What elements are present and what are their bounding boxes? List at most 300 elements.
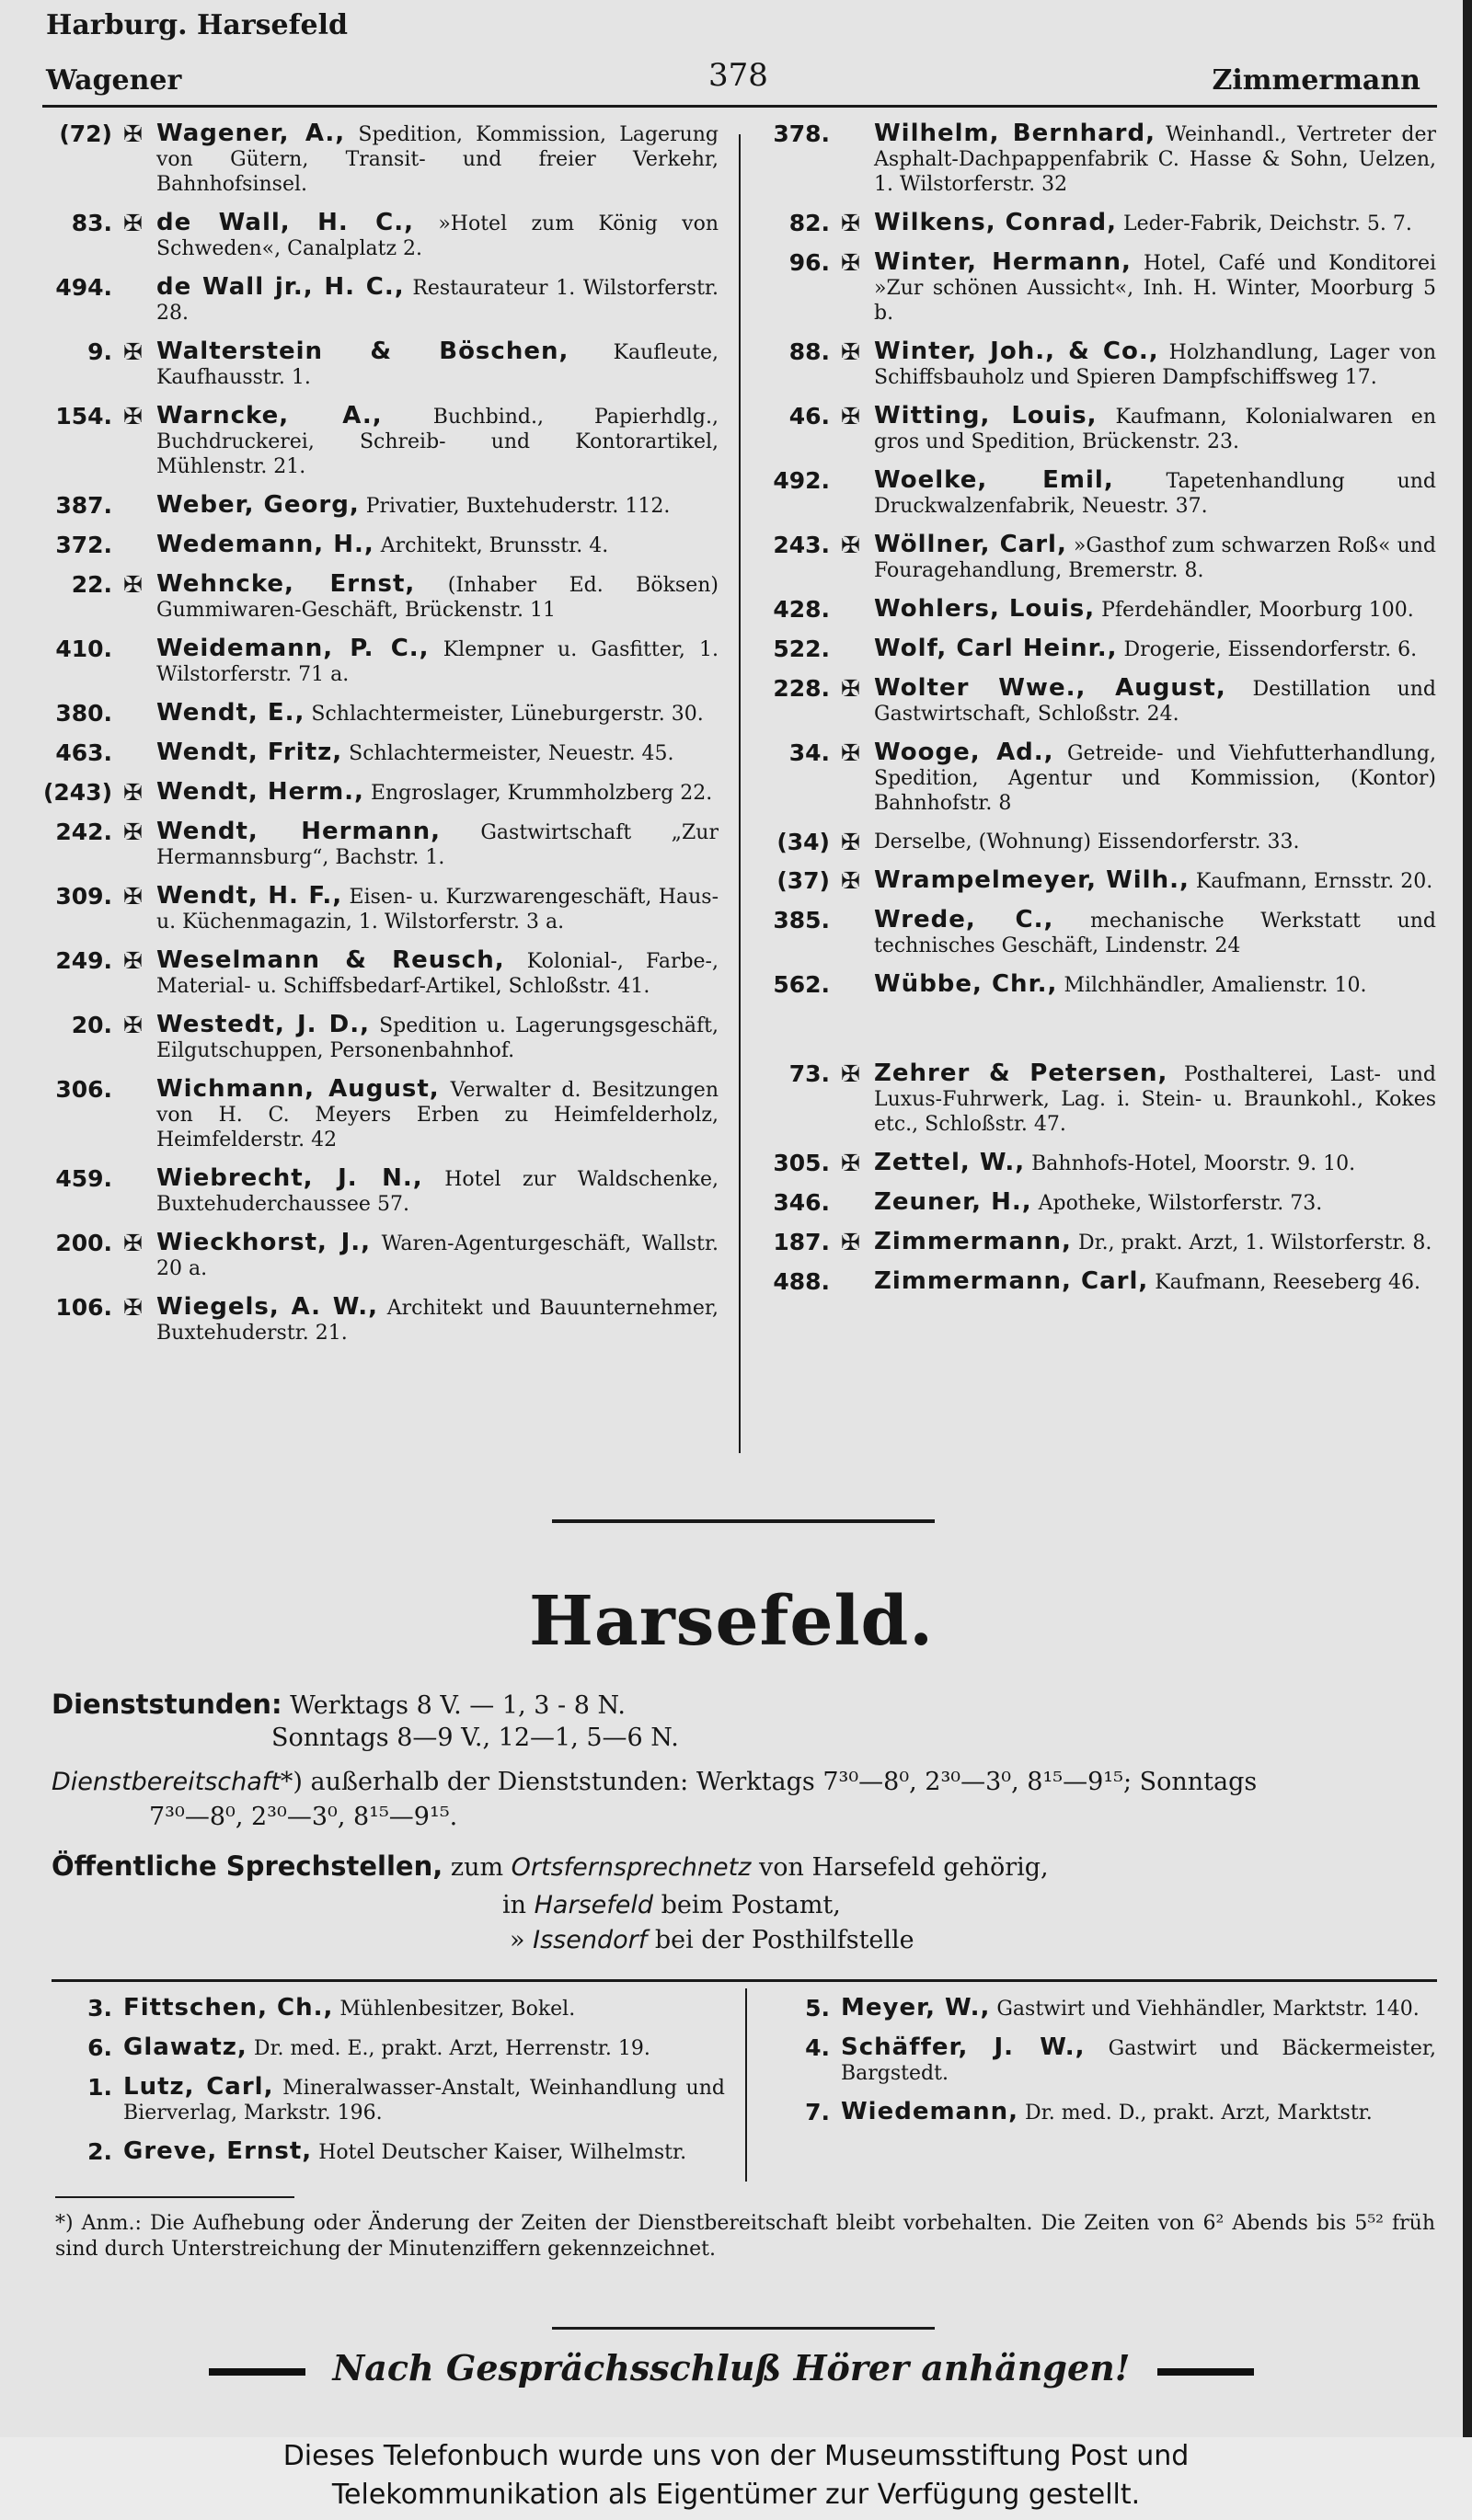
subscriber-number: 20. bbox=[71, 1012, 112, 1038]
subscriber-name: Winter, Joh., & Co., bbox=[874, 338, 1159, 365]
listing-body bbox=[123, 2075, 725, 2125]
subscriber-number: 428. bbox=[773, 596, 830, 623]
subscriber-number: 522. bbox=[773, 636, 830, 662]
listing-entry bbox=[760, 636, 1436, 662]
subscriber-details: Derselbe, (Wohnung) Eissendorferstr. 33. bbox=[874, 830, 1300, 853]
subscriber-name: Wiegels, A. W., bbox=[156, 1293, 379, 1321]
long-distance-cross-icon bbox=[123, 275, 156, 326]
subscriber-details: Leder-Fabrik, Deichstr. 5. 7. bbox=[1122, 212, 1412, 235]
listing-body bbox=[156, 1013, 719, 1063]
listing-entry bbox=[760, 2035, 1436, 2086]
subscriber-name: Winter, Hermann, bbox=[874, 248, 1132, 276]
listing-entry bbox=[760, 972, 1436, 998]
ownership-line-2: Telekommunikation als Eigentümer zur Verfügung gestellt. bbox=[331, 2479, 1141, 2511]
listing-entry bbox=[760, 404, 1436, 454]
subscriber-name: Fittschen, Ch., bbox=[123, 1994, 334, 2022]
listing-entry bbox=[42, 339, 719, 390]
subscriber-name: Wohlers, Louis, bbox=[874, 595, 1096, 623]
subscriber-name: Woelke, Emil, bbox=[874, 466, 1114, 494]
subscriber-number: 82. bbox=[788, 210, 830, 236]
listing-entry bbox=[760, 339, 1436, 390]
subscriber-details: Gastwirtschaft „Zur Hermannsburg“, Bachstr. 1. bbox=[156, 821, 719, 869]
subscriber-number: 7. bbox=[805, 2099, 830, 2125]
subscriber-number: 2. bbox=[87, 2138, 112, 2165]
subscriber-details: Kaufmann, Reeseberg 46. bbox=[1155, 1271, 1420, 1294]
subscriber-details: Privatier, Buxtehuderstr. 112. bbox=[365, 495, 671, 518]
subscriber-name: de Wall, H. C., bbox=[156, 209, 414, 236]
subscriber-details: Pferdehändler, Moorburg 100. bbox=[1101, 599, 1414, 622]
listing-entry bbox=[760, 740, 1436, 816]
subscriber-name: Zimmermann, Carl, bbox=[874, 1267, 1149, 1295]
public-office-issendorf bbox=[510, 1926, 914, 1954]
subscriber-name: Glawatz, bbox=[123, 2033, 247, 2061]
subscriber-name: Meyer, W., bbox=[841, 1994, 991, 2022]
subscriber-name: Wrampelmeyer, Wilh., bbox=[874, 866, 1190, 894]
subscriber-details: Apotheke, Wilstorferstr. 73. bbox=[1038, 1192, 1323, 1215]
subscriber-number: 488. bbox=[773, 1268, 830, 1295]
long-distance-cross-icon bbox=[123, 533, 156, 558]
long-distance-cross-icon: ✠ bbox=[841, 403, 860, 430]
subscriber-number: 243. bbox=[773, 532, 830, 558]
listing-entry bbox=[760, 2100, 1436, 2125]
long-distance-cross-icon: ✠ bbox=[841, 1060, 860, 1087]
subscriber-details: »Gasthof zum schwarzen Roß« und Fouragehandlung, Bremerstr. 8. bbox=[874, 534, 1437, 582]
harsefeld-left-column bbox=[42, 1996, 725, 2179]
service-hours-sundays: Sonntags 8—9 V., 12—1, 5—6 N. bbox=[271, 1724, 679, 1752]
subscriber-details: Milchhändler, Amalienstr. 10. bbox=[1064, 974, 1367, 997]
subscriber-details: Engroslager, Krummholzberg 22. bbox=[370, 782, 713, 805]
page-number: 378 bbox=[708, 57, 768, 94]
ownership-line-1: Dieses Telefonbuch wurde uns von der Museumsstiftung Post und bbox=[282, 2440, 1190, 2472]
subscriber-name: Lutz, Carl, bbox=[123, 2073, 274, 2101]
subscriber-details: Spedition, Kommission, Lagerung von Gütern, Transit- und freier Verkehr, Bahnhofsinsel. bbox=[156, 123, 719, 196]
subscriber-number: 309. bbox=[55, 883, 112, 910]
public-text-network: Ortsfernsprechnetz bbox=[511, 1853, 752, 1882]
long-distance-cross-icon: ✠ bbox=[841, 829, 860, 855]
subscriber-number: 387. bbox=[55, 492, 112, 519]
subscriber-details: Schlachtermeister, Lüneburgerstr. 30. bbox=[311, 703, 704, 726]
subscriber-number: 9. bbox=[87, 338, 112, 365]
subscriber-details: Dr., prakt. Arzt, 1. Wilstorferstr. 8. bbox=[1077, 1231, 1432, 1254]
running-head-last-name: Zimmermann bbox=[1212, 64, 1420, 97]
service-hours bbox=[52, 1689, 626, 1720]
long-distance-cross-icon: ✠ bbox=[123, 883, 143, 910]
listing-body bbox=[874, 676, 1436, 727]
listing-body bbox=[874, 468, 1436, 519]
long-distance-cross-icon bbox=[841, 468, 874, 519]
listing-entry bbox=[42, 1295, 719, 1346]
closing-dash-left bbox=[209, 2368, 305, 2376]
listing-body bbox=[123, 1996, 725, 2022]
subscriber-number: (34) bbox=[776, 829, 830, 855]
page-edge bbox=[1463, 0, 1472, 2437]
subscriber-details: Schlachtermeister, Neuestr. 45. bbox=[349, 742, 674, 765]
long-distance-cross-icon bbox=[841, 972, 874, 998]
subscriber-number: 306. bbox=[55, 1076, 112, 1103]
listing-body bbox=[156, 884, 719, 934]
section-title: Harsefeld. bbox=[528, 1582, 935, 1661]
long-distance-cross-icon: ✠ bbox=[123, 571, 143, 598]
listing-entry bbox=[42, 740, 719, 766]
subscriber-number: 410. bbox=[55, 636, 112, 662]
long-distance-cross-icon bbox=[123, 701, 156, 727]
listing-entry bbox=[42, 636, 719, 687]
long-distance-cross-icon: ✠ bbox=[841, 249, 860, 276]
subscriber-name: Zettel, W., bbox=[874, 1149, 1026, 1176]
subscriber-name: Wieckhorst, J., bbox=[156, 1229, 372, 1256]
subscriber-number: 34. bbox=[788, 739, 830, 766]
listing-entry bbox=[760, 830, 1436, 854]
footnote: *) Anm.: Die Aufhebung oder Änderung der Zeiten der Dienstbereitschaft bleibt vorbehalten. Die Zeiten von 6² Abends bis 5⁵² früh sind durch Unterstreichung der Minutenziffern gekennzeichnet. bbox=[55, 2212, 1435, 2261]
public-text-c: von Harsefeld gehörig, bbox=[758, 1853, 1049, 1882]
subscriber-number: (243) bbox=[42, 779, 112, 806]
listing-entry bbox=[42, 2075, 725, 2125]
listing-entry bbox=[760, 468, 1436, 519]
header-rule bbox=[42, 105, 1437, 108]
listing-body bbox=[874, 121, 1436, 197]
subscriber-details: Mineralwasser-Anstalt, Weinhandlung und Bierverlag, Markstr. 196. bbox=[123, 2077, 725, 2125]
subscriber-number: 200. bbox=[55, 1230, 112, 1256]
listing-body bbox=[156, 1231, 719, 1281]
running-head-location: Harburg. Harsefeld bbox=[46, 9, 348, 41]
subscriber-details: Kolonial-, Farbe-, Material- u. Schiffsbedarf-Artikel, Schloßstr. 41. bbox=[156, 950, 719, 998]
standby-label: Dienstbereitschaft bbox=[52, 1768, 281, 1796]
listing-body bbox=[841, 1996, 1436, 2022]
subscriber-details: Waren-Agenturgeschäft, Wallstr. 20 a. bbox=[156, 1232, 719, 1280]
subscriber-number: 228. bbox=[773, 675, 830, 702]
listing-entry bbox=[760, 1996, 1436, 2022]
closing-rule bbox=[552, 2327, 935, 2330]
listing-body bbox=[874, 250, 1436, 326]
subscriber-number: 1. bbox=[87, 2074, 112, 2101]
subscriber-name: Wendt, E., bbox=[156, 699, 305, 727]
subscriber-number: 562. bbox=[773, 971, 830, 998]
long-distance-cross-icon bbox=[123, 636, 156, 687]
place2-name: Issendorf bbox=[533, 1926, 648, 1954]
listing-body bbox=[874, 404, 1436, 454]
subscriber-details: Getreide- und Viehfutterhandlung, Spedition, Agentur und Kommission, (Kontor) Bahnhofstr. 8 bbox=[874, 742, 1437, 815]
subscriber-name: Weber, Georg, bbox=[156, 491, 360, 519]
subscriber-number: 154. bbox=[55, 403, 112, 430]
listing-entry bbox=[42, 275, 719, 326]
listing-entry bbox=[42, 819, 719, 870]
subscriber-name: Wendt, Hermann, bbox=[156, 818, 441, 845]
subscriber-details: »Hotel zum König von Schweden«, Canalplatz 2. bbox=[156, 212, 719, 260]
listing-body bbox=[874, 830, 1436, 854]
long-distance-cross-icon bbox=[123, 1077, 156, 1152]
place2-post: bei der Posthilfstelle bbox=[654, 1926, 914, 1954]
subscriber-rule bbox=[52, 1979, 1437, 1982]
listing-body bbox=[156, 493, 719, 519]
listing-body bbox=[156, 1295, 719, 1346]
subscriber-name: Wiebrecht, J. N., bbox=[156, 1164, 423, 1192]
subscriber-details: Bahnhofs-Hotel, Moorstr. 9. 10. bbox=[1031, 1152, 1356, 1175]
subscriber-name: Wilhelm, Bernhard, bbox=[874, 120, 1156, 147]
listing-body bbox=[874, 908, 1436, 958]
harsefeld-right-column bbox=[760, 1996, 1436, 2139]
public-office-harsefeld bbox=[502, 1891, 841, 1919]
closing-notice bbox=[0, 2347, 1463, 2388]
long-distance-cross-icon: ✠ bbox=[841, 210, 860, 236]
listing-entry bbox=[760, 1190, 1436, 1216]
long-distance-cross-icon: ✠ bbox=[123, 120, 143, 147]
long-distance-cross-icon: ✠ bbox=[123, 779, 143, 806]
public-call-offices-label: Öffentliche Sprechstellen, bbox=[52, 1850, 443, 1882]
long-distance-cross-icon bbox=[841, 1269, 874, 1295]
listing-body bbox=[123, 2139, 725, 2165]
subscriber-details: Holzhandlung, Lager von Schiffsbauholz und Spieren Dampfschiffsweg 17. bbox=[874, 341, 1436, 389]
long-distance-cross-icon bbox=[123, 1166, 156, 1217]
place1-post: beim Postamt, bbox=[661, 1891, 841, 1919]
subscriber-name: Wolf, Carl Heinr., bbox=[874, 635, 1118, 662]
listing-body bbox=[874, 972, 1436, 998]
listing-entry bbox=[760, 121, 1436, 197]
running-head-first-name: Wagener bbox=[46, 64, 182, 97]
listing-body bbox=[874, 868, 1436, 894]
listing-body bbox=[841, 2100, 1436, 2125]
subscriber-details: Kaufmann, Ernsstr. 20. bbox=[1195, 870, 1433, 893]
long-distance-cross-icon: ✠ bbox=[123, 1230, 143, 1256]
subscriber-name: Weselmann & Reusch, bbox=[156, 946, 505, 974]
listing-body bbox=[841, 2035, 1436, 2086]
subscriber-name: Wrede, C., bbox=[874, 906, 1054, 934]
standby-text: außerhalb der Dienststunden: Werktags 7³⁰—8⁰, 2³⁰—3⁰, 8¹⁵—9¹⁵; Sonntags bbox=[310, 1768, 1258, 1796]
subscriber-name: Wooge, Ad., bbox=[874, 739, 1054, 766]
subscriber-number: (72) bbox=[59, 120, 112, 147]
long-distance-cross-icon: ✠ bbox=[123, 819, 143, 845]
long-distance-cross-icon: ✠ bbox=[123, 947, 143, 974]
listing-body bbox=[874, 1190, 1436, 1216]
subscriber-name: Wolter Wwe., August, bbox=[874, 674, 1226, 702]
listing-entry bbox=[42, 1231, 719, 1281]
long-distance-cross-icon: ✠ bbox=[841, 867, 860, 894]
listing-entry bbox=[42, 1077, 719, 1152]
listing-body bbox=[874, 211, 1436, 236]
subscriber-name: Greve, Ernst, bbox=[123, 2137, 313, 2165]
long-distance-cross-icon: ✠ bbox=[123, 1012, 143, 1038]
service-hours-label: Dienststunden: bbox=[52, 1689, 282, 1720]
subscriber-number: 378. bbox=[773, 120, 830, 147]
subscriber-number: 3. bbox=[87, 1995, 112, 2022]
standby-hours-sundays: 7³⁰—8⁰, 2³⁰—3⁰, 8¹⁵—9¹⁵. bbox=[149, 1803, 458, 1831]
listing-entry bbox=[42, 780, 719, 806]
listing-body bbox=[156, 572, 719, 623]
closing-text: Nach Gesprächsschluß Hörer anhängen! bbox=[332, 2347, 1131, 2388]
subscriber-number: 88. bbox=[788, 338, 830, 365]
subscriber-details: mechanische Werkstatt und technisches Geschäft, Lindenstr. 24 bbox=[874, 910, 1437, 957]
subscriber-name: Wendt, Herm., bbox=[156, 778, 364, 806]
subscriber-name: Westedt, J. D., bbox=[156, 1011, 370, 1038]
listing-body bbox=[156, 780, 719, 806]
subscriber-details: Architekt und Bauunternehmer, Buxtehuderstr. 21. bbox=[156, 1297, 719, 1345]
subscriber-details: Restaurateur 1. Wilstorferstr. 28. bbox=[156, 277, 719, 325]
listing-entry bbox=[42, 701, 719, 727]
subscriber-number: 492. bbox=[773, 467, 830, 494]
subscriber-number: 4. bbox=[805, 2034, 830, 2061]
long-distance-cross-icon: ✠ bbox=[841, 532, 860, 558]
subscriber-details: Destillation und Gastwirtschaft, Schloßstr. 24. bbox=[874, 678, 1437, 726]
left-listing-column bbox=[42, 121, 719, 1359]
footnote-rule bbox=[55, 2196, 294, 2198]
long-distance-cross-icon: ✠ bbox=[841, 1150, 860, 1176]
listing-body bbox=[156, 948, 719, 999]
listing-body bbox=[874, 533, 1436, 583]
listing-body bbox=[156, 404, 719, 479]
subscriber-name: Wilkens, Conrad, bbox=[874, 209, 1117, 236]
listing-entry bbox=[42, 533, 719, 558]
subscriber-number: 83. bbox=[71, 210, 112, 236]
listing-body bbox=[156, 339, 719, 390]
listing-entry bbox=[42, 121, 719, 197]
subscriber-number: 187. bbox=[773, 1229, 830, 1255]
subscriber-number: 249. bbox=[55, 947, 112, 974]
subscriber-details: Architekt, Brunsstr. 4. bbox=[380, 534, 609, 557]
listing-body bbox=[156, 211, 719, 261]
subscriber-details: Weinhandl., Vertreter der Asphalt-Dachpappenfabrik C. Hasse & Sohn, Uelzen, 1. Wilstorferstr. 32 bbox=[874, 123, 1436, 196]
long-distance-cross-icon bbox=[841, 636, 874, 662]
subscriber-details: Spedition u. Lagerungsgeschäft, Eilgutschuppen, Personenbahnhof. bbox=[156, 1014, 719, 1062]
subscriber-number: 494. bbox=[55, 274, 112, 301]
subscriber-number: 385. bbox=[773, 907, 830, 934]
subscriber-number: 459. bbox=[55, 1165, 112, 1192]
listing-entry bbox=[760, 1151, 1436, 1176]
subscriber-number: 380. bbox=[55, 700, 112, 727]
subscriber-details: Gastwirt und Viehhändler, Marktstr. 140. bbox=[996, 1998, 1420, 2021]
listing-entry bbox=[760, 533, 1436, 583]
listing-body bbox=[874, 1061, 1436, 1137]
listing-body bbox=[156, 740, 719, 766]
subscriber-details: Verwalter d. Besitzungen von H. C. Meyers Erben zu Heimfelderholz, Heimfelderstr. 42 bbox=[156, 1079, 719, 1151]
subscriber-details: Dr. med. D., prakt. Arzt, Marktstr. bbox=[1025, 2102, 1373, 2125]
subscriber-name: Warncke, A., bbox=[156, 402, 383, 430]
closing-dash-right bbox=[1157, 2368, 1254, 2376]
subscriber-number: 73. bbox=[788, 1060, 830, 1087]
listing-body bbox=[874, 1269, 1436, 1295]
long-distance-cross-icon bbox=[841, 597, 874, 623]
subscriber-number: 22. bbox=[71, 571, 112, 598]
section-rule bbox=[552, 1519, 935, 1523]
listing-body bbox=[874, 597, 1436, 623]
public-call-offices bbox=[52, 1850, 1049, 1882]
listing-body bbox=[156, 819, 719, 870]
subscriber-name: Wübbe, Chr., bbox=[874, 970, 1058, 998]
long-distance-cross-icon bbox=[841, 1190, 874, 1216]
service-hours-weekdays: Werktags 8 V. — 1, 3 - 8 N. bbox=[290, 1691, 626, 1720]
right-listing-column bbox=[760, 121, 1436, 1309]
listing-body bbox=[156, 275, 719, 326]
subscriber-number: 106. bbox=[55, 1294, 112, 1321]
subscriber-details: Kaufmann, Kolonialwaren en gros und Spedition, Brückenstr. 23. bbox=[874, 406, 1436, 453]
long-distance-cross-icon: ✠ bbox=[123, 1294, 143, 1321]
long-distance-cross-icon: ✠ bbox=[841, 338, 860, 365]
listing-entry bbox=[760, 908, 1436, 958]
listing-entry bbox=[760, 1269, 1436, 1295]
long-distance-cross-icon bbox=[841, 121, 874, 197]
subscriber-name: Wedemann, H., bbox=[156, 531, 374, 558]
long-distance-cross-icon: ✠ bbox=[123, 338, 143, 365]
subscriber-details: Klempner u. Gasfitter, 1. Wilstorferstr. 71 a. bbox=[156, 638, 719, 686]
subscriber-name: Schäffer, J. W., bbox=[841, 2033, 1086, 2061]
listing-entry bbox=[42, 2139, 725, 2165]
subscriber-details: Dr. med. E., prakt. Arzt, Herrenstr. 19. bbox=[253, 2037, 650, 2060]
listing-entry bbox=[760, 1230, 1436, 1255]
column-divider-2 bbox=[745, 1988, 747, 2182]
listing-body bbox=[156, 636, 719, 687]
listing-body bbox=[874, 740, 1436, 816]
listing-body bbox=[874, 1151, 1436, 1176]
listing-entry bbox=[42, 1013, 719, 1063]
subscriber-name: Weidemann, P. C., bbox=[156, 635, 430, 662]
listing-entry bbox=[760, 250, 1436, 326]
subscriber-name: Zimmermann, bbox=[874, 1228, 1072, 1255]
subscriber-name: de Wall jr., H. C., bbox=[156, 273, 405, 301]
listing-body bbox=[156, 701, 719, 727]
subscriber-number: 46. bbox=[788, 403, 830, 430]
listing-entry bbox=[760, 868, 1436, 894]
subscriber-details: Hotel Deutscher Kaiser, Wilhelmstr. bbox=[318, 2141, 687, 2164]
subscriber-details: Gastwirt und Bäckermeister, Bargstedt. bbox=[841, 2037, 1437, 2085]
subscriber-number: (37) bbox=[776, 867, 830, 894]
listing-body bbox=[874, 339, 1436, 390]
listing-entry bbox=[42, 1166, 719, 1217]
long-distance-cross-icon: ✠ bbox=[123, 210, 143, 236]
listing-entry bbox=[42, 948, 719, 999]
public-text-a: zum bbox=[450, 1853, 504, 1882]
listing-body bbox=[156, 533, 719, 558]
listing-entry bbox=[42, 2035, 725, 2061]
subscriber-name: Witting, Louis, bbox=[874, 402, 1098, 430]
place2-pre: » bbox=[510, 1926, 525, 1954]
column-divider bbox=[739, 134, 741, 1453]
listing-body bbox=[874, 1230, 1436, 1255]
listing-body bbox=[156, 121, 719, 197]
subscriber-name: Wehncke, Ernst, bbox=[156, 570, 416, 598]
listing-entry bbox=[42, 1996, 725, 2022]
subscriber-details: Eisen- u. Kurzwarengeschäft, Haus- u. Küchenmagazin, 1. Wilstorferstr. 3 a. bbox=[156, 886, 719, 934]
long-distance-cross-icon: ✠ bbox=[841, 1229, 860, 1255]
listing-entry bbox=[42, 493, 719, 519]
place1-name: Harsefeld bbox=[534, 1891, 654, 1919]
standby-hours: Dienstbereitschaft*) außerhalb der Dienststunden: Werktags 7³⁰—8⁰, 2³⁰—3⁰, 8¹⁵—9¹⁵; Sonntags bbox=[52, 1768, 1258, 1796]
listing-entry bbox=[42, 884, 719, 934]
listing-entry bbox=[42, 211, 719, 261]
subscriber-number: 305. bbox=[773, 1150, 830, 1176]
listing-entry bbox=[42, 572, 719, 623]
subscriber-details: Tapetenhandlung und Druckwalzenfabrik, Neuestr. 37. bbox=[874, 470, 1436, 518]
subscriber-name: Wendt, H. F., bbox=[156, 882, 343, 910]
listing-entry bbox=[760, 1061, 1436, 1137]
subscriber-number: 242. bbox=[55, 819, 112, 845]
long-distance-cross-icon bbox=[123, 740, 156, 766]
subscriber-name: Zehrer & Petersen, bbox=[874, 1060, 1168, 1087]
subscriber-name: Wagener, A., bbox=[156, 120, 346, 147]
subscriber-name: Wöllner, Carl, bbox=[874, 531, 1067, 558]
subscriber-number: 346. bbox=[773, 1189, 830, 1216]
listing-body bbox=[123, 2035, 725, 2061]
long-distance-cross-icon: ✠ bbox=[841, 739, 860, 766]
listing-entry bbox=[760, 211, 1436, 236]
subscriber-name: Wiedemann, bbox=[841, 2098, 1019, 2125]
subscriber-name: Zeuner, H., bbox=[874, 1188, 1032, 1216]
listing-gap bbox=[760, 1012, 1436, 1061]
subscriber-details: Kaufleute, Kaufhausstr. 1. bbox=[156, 341, 719, 389]
subscriber-details: Posthalterei, Last- und Luxus-Fuhrwerk, Lag. i. Stein- u. Braunkohl., Kokes etc., Schloßstr. 47. bbox=[874, 1063, 1437, 1136]
subscriber-details: Hotel, Café und Konditorei »Zur schönen Aussicht«, Inh. H. Winter, Moorburg 5 b. bbox=[874, 252, 1437, 325]
subscriber-details: Mühlenbesitzer, Bokel. bbox=[339, 1998, 576, 2021]
subscriber-number: 6. bbox=[87, 2034, 112, 2061]
subscriber-number: 463. bbox=[55, 739, 112, 766]
listing-entry bbox=[42, 404, 719, 479]
